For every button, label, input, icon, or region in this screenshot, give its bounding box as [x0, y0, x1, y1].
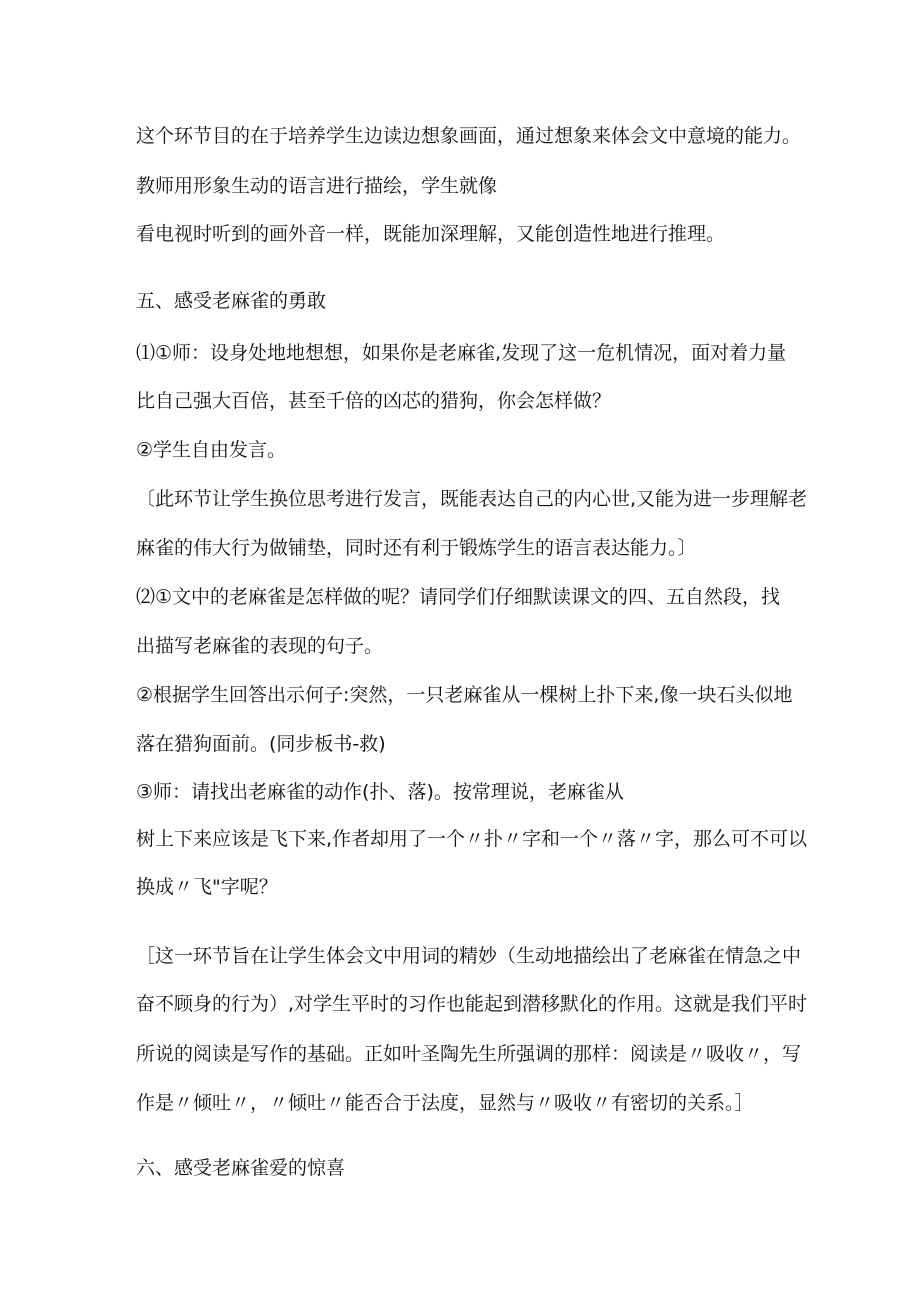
paragraph-line: 教师用形象生动的语言进行描绘，学生就像 [136, 175, 498, 197]
paragraph-line: ②根据学生回答出示何子:突然，一只老麻雀从一棵树上扑下来,像一块石头似地 [136, 684, 793, 706]
paragraph-line: ［这一环节旨在让学生体会文中用词的精妙（生动地描绘出了老麻雀在情急之中 [136, 945, 802, 967]
paragraph-line: ②学生自由发言。 [136, 439, 287, 461]
section-heading: 六、感受老麻雀爱的惊喜 [136, 1157, 346, 1179]
paragraph-line: 出描写老麻雀的表现的句子。 [136, 635, 384, 657]
paragraph-line: 换成〃飞"字呢？ [136, 876, 278, 898]
paragraph-line: ③师：请找出老麻雀的动作(扑、落)。按常理说，老麻雀从 [136, 781, 624, 803]
section-heading: 五、感受老麻雀的勇敢 [136, 290, 327, 312]
paragraph-line: 〔此环节让学生换位思考进行发言，既能表达自己的内心世,又能为进一步理解老 [136, 488, 808, 510]
paragraph-line: 树上下来应该是飞下来,作者却用了一个〃扑〃字和一个〃落〃字，那么可不可以 [136, 828, 808, 850]
paragraph-line: ⑵①文中的老麻雀是怎样做的呢？请同学们仔细默读课文的四、五自然段，找 [136, 586, 781, 608]
paragraph-line: 这个环节目的在于培养学生边读边想象画面，通过想象来体会文中意境的能力。 [136, 125, 802, 147]
paragraph-line: 比自己强大百倍，甚至千倍的凶芯的猎狗，你会怎样做？ [136, 390, 612, 412]
paragraph-line: 麻雀的伟大行为做铺垫，同时还有利于锻炼学生的语言表达能力。〕 [136, 537, 697, 559]
paragraph-line: 落在猎狗面前。(同步板书-救) [136, 733, 386, 755]
paragraph-line: ⑴①师：设身处地地想想，如果你是老麻雀,发现了这一危机情况，面对着力量 [136, 342, 787, 364]
paragraph-line: 作是〃倾吐〃，〃倾吐〃能否合于法度，显然与〃吸收〃有密切的关系。］ [136, 1092, 754, 1114]
paragraph-line: 所说的阅读是写作的基础。正如叶圣陶先生所强调的那样：阅读是〃吸收〃，写 [136, 1043, 802, 1065]
paragraph-line: 看电视时听到的画外音一样，既能加深理解，又能创造性地进行推理。 [136, 223, 726, 245]
paragraph-line: 奋不顾身的行为）,对学生平时的习作也能起到潜移默化的作用。这就是我们平时 [136, 993, 808, 1015]
